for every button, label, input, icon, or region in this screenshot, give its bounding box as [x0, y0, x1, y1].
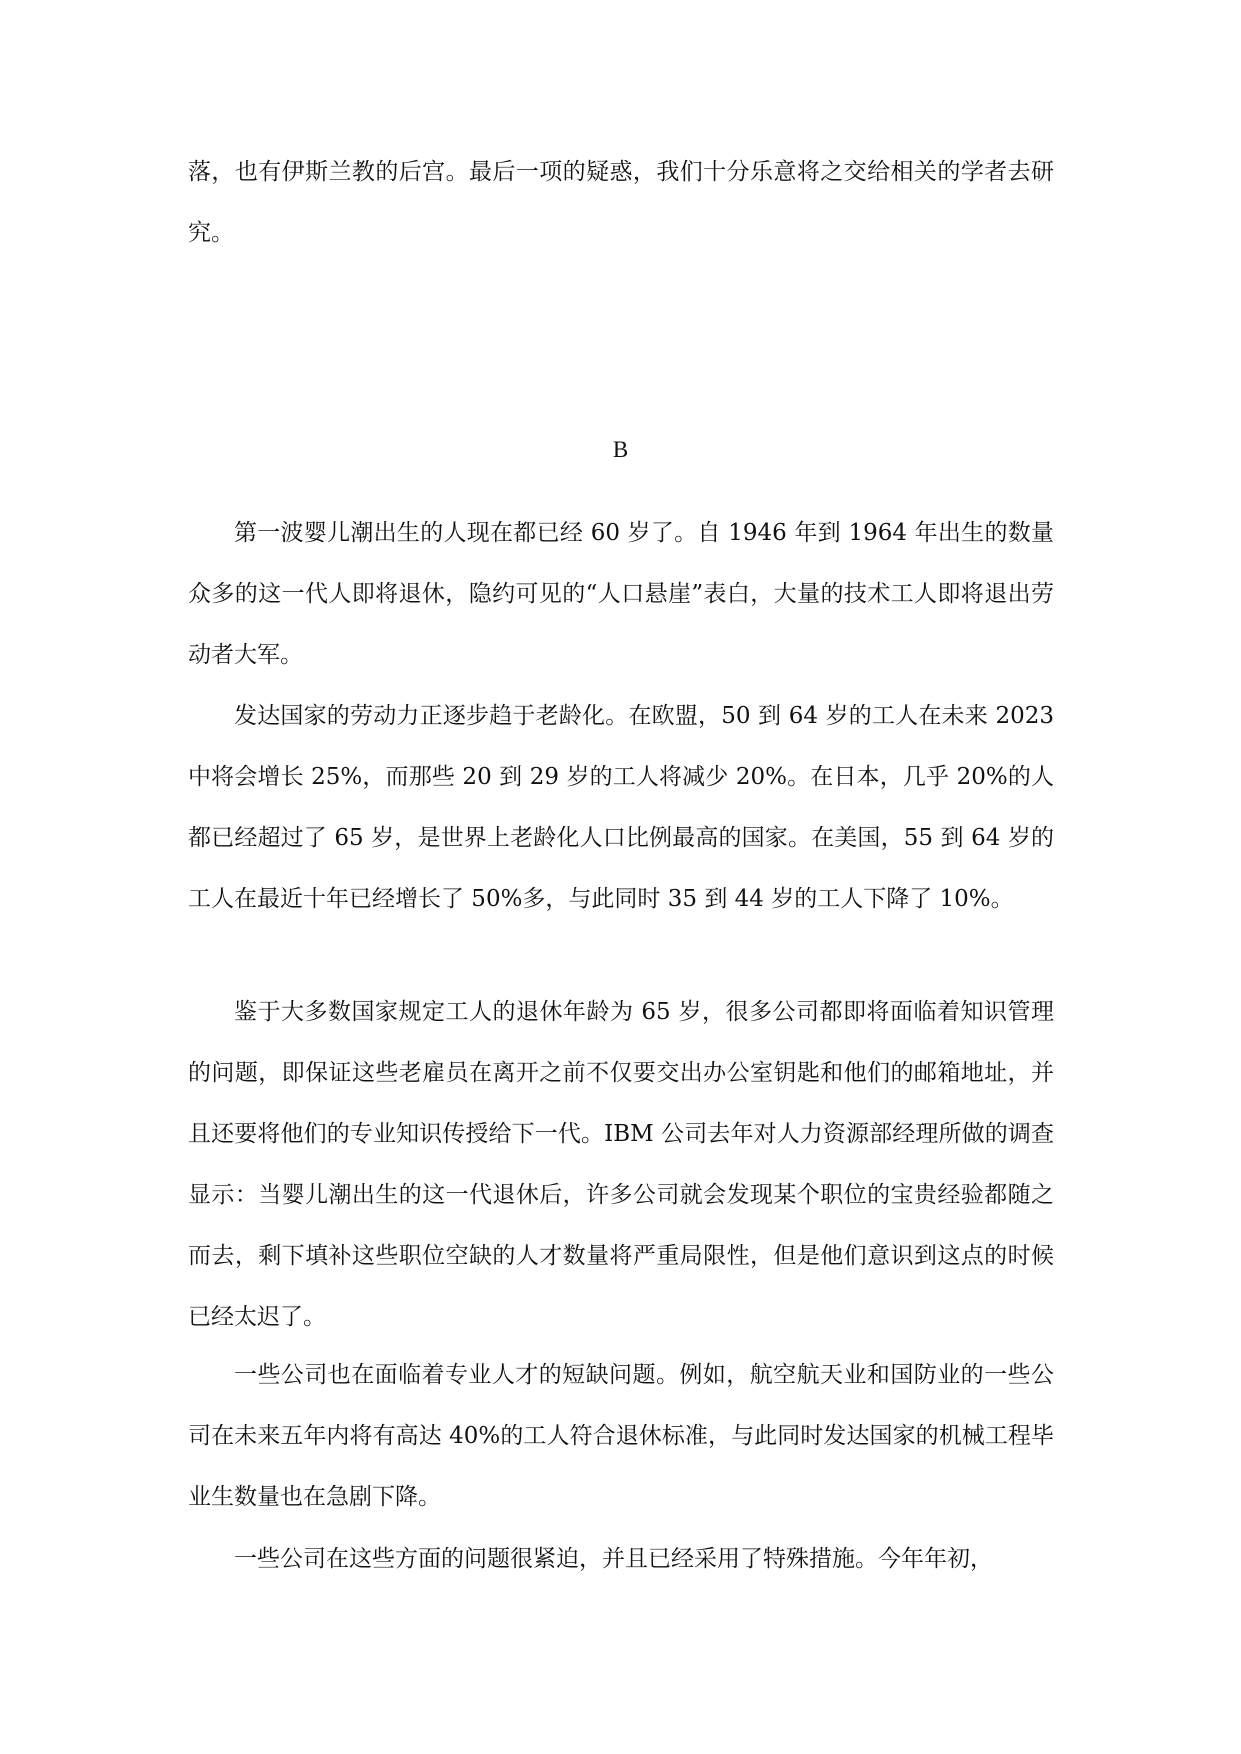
intro-paragraph: 落，也有伊斯兰教的后宫。最后一项的疑惑，我们十分乐意将之交给相关的学者去研究。 [188, 159, 1054, 246]
section-heading: B [612, 437, 629, 462]
paragraph-5: 一些公司在这些方面的问题很紧迫，并且已经采用了特殊措施。今年年初， [234, 1546, 993, 1572]
paragraph-2: 发达国家的劳动力正逐步趋于老龄化。在欧盟，50 到 64 岁的工人在未来 2023 中将会增长 25%，而那些 20 到 29 岁的工人将减少 20%。在日本，几乎 20%的人都已经超过了 65 岁，是世界上老龄化人口比例最高的国家。在美国，55 到 64 岁的工人在最近十年已经增长了 50%多，与此同时 35 到 44 岁的工人下降了 10%。 [188, 703, 1054, 912]
paragraph-3: 鉴于大多数国家规定工人的退休年龄为 65 岁，很多公司都即将面临着知识管理的问题，即保证这些老雇员在离开之前不仅要交出办公室钥匙和他们的邮箱地址，并且还要将他们的专业知识传授给下一代。IBM 公司去年对人力资源部经理所做的调查显示：当婴儿潮出生的这一代退休后，许多公司就会发现某个职位的宝贵经验都随之而去，剩下填补这些职位空缺的人才数量将严重局限性，但是他们意识到这点的时候已经太迟了。 [188, 999, 1054, 1330]
paragraph-1: 第一波婴儿潮出生的人现在都已经 60 岁了。自 1946 年到 1964 年出生的数量众多的这一代人即将退休，隐约可见的“人口悬崖”表白，大量的技术工人即将退出劳动者大军。 [188, 520, 1054, 668]
paragraph-4: 一些公司也在面临着专业人才的短缺问题。例如，航空航天业和国防业的一些公司在未来五年内将有高达 40%的工人符合退休标准，与此同时发达国家的机械工程毕业生数量也在急剧下降。 [188, 1362, 1054, 1510]
